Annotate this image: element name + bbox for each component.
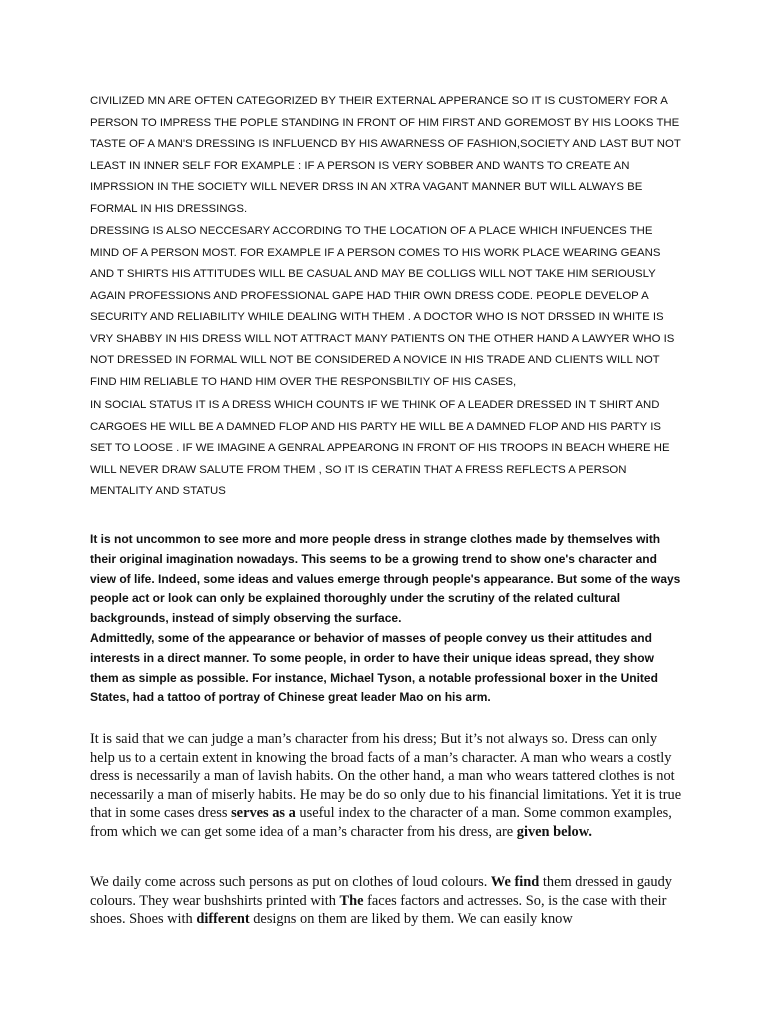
serif-p2-text-4: designs on them are liked by them. We can easily know [249, 911, 573, 928]
serif-section-2 [90, 873, 682, 929]
serif-p2-bold-2: The [339, 892, 364, 909]
serif-p2-bold-3: different [196, 911, 250, 928]
serif-paragraph-2 [90, 873, 682, 929]
serif-p1-text-1: It is said that we can judge a man’s character from his dress; But it’s not always so. Dress can only help us to a certain extent in knowing the broad facts of a man’s character. A man who wears a costly dress is necessarily a man of lavish habits. On the other hand, a man who wears tattered clothes is not necessarily a man of miserly habits. He may be do so only due to his financial limitations. Yet it is true that in some cases dress [90, 731, 682, 822]
serif-paragraph-1 [90, 730, 682, 842]
caps-section-2 [90, 221, 682, 393]
caps-paragraph-1: CIVILIZED MN ARE OFTEN CATEGORIZED BY THEIR EXTERNAL APPERANCE SO IT IS CUSTOMERY FOR A PERSON TO IMPRESS THE POPLE STANDING IN FRONT OF HIM FIRST AND GOREMOST BY HIS LOOKS THE TASTE OF A MAN'S DRESSING IS INFLUENCD BY HIS AWARNESS OF FASHION,SOCIETY AND LAST BUT NOT LEAST IN INNER SELF FOR EXAMPLE : IF A PERSON IS VERY SOBBER AND WANTS TO CREATE AN IMPRSSION IN THE SOCIETY WILL NEVER DRSS IN AN XTRA VAGANT MANNER BUT WILL ALWAYS BE FORMAL IN HIS DRESSINGS. [90, 95, 681, 215]
serif-p2-text-2: them dressed in gaudy colours. They wear bushshirts printed with [90, 874, 672, 909]
serif-section [90, 730, 682, 842]
caps-paragraph-3: IN SOCIAL STATUS IT IS A DRESS WHICH COUNTS IF WE THINK OF A LEADER DRESSED IN T SHIRT AND CARGOES HE WILL BE A DAMNED FLOP AND HIS PARTY HE WILL BE A DAMNED FLOP AND HIS PARTY IS SET TO LOOSE . IF WE IMAGINE A GENRAL APPEARONG IN FRONT OF HIS TROOPS IN BEACH WHERE HE WILL NEVER DRAW SALUTE FROM THEM , SO IT IS CERATIN THAT A FRESS REFLECTS A PERSON MENTALITY AND STATUS [90, 399, 670, 497]
serif-p1-text-2: useful index to the character of a man. Some common examples, from which we can get some idea of a man’s character from his dress, are [90, 805, 672, 840]
serif-p1-bold-2: given below. [516, 823, 592, 840]
caps-section-3 [90, 395, 682, 503]
caps-paragraph-2: DRESSING IS ALSO NECCESARY ACCORDING TO THE LOCATION OF A PLACE WHICH INFUENCES THE MIND OF A PERSON MOST. FOR EXAMPLE IF A PERSON COMES TO HIS WORK PLACE WEARING GEANS AND T SHIRTS HIS ATTITUDES WILL BE CASUAL AND MAY BE COLLIGS WILL NOT TAKE HIM SERIOUSLY AGAIN PROFESSIONS AND PROFESSIONAL GAPE HAD THIR OWN DRESS CODE. PEOPLE DEVELOP A SECURITY AND RELIABILITY WHILE DEALING WITH THEM . A DOCTOR WHO IS NOT DRSSED IN WHITE IS VRY SHABBY IN HIS DRESS WILL NOT ATTRACT MANY PATIENTS ON THE OTHER HAND A LAWYER WHO IS NOT DRESSED IN FORMAL WILL NOT BE CONSIDERED A NOVICE IN HIS TRADE AND CLIENTS WILL NOT FIND HIM RELIABLE TO HAND HIM OVER THE RESPONSBILTIY OF HIS CASES, [90, 225, 675, 388]
bold-paragraph-2: Admittedly, some of the appearance or behavior of masses of people convey us their attitudes and interests in a direct manner. To some people, in order to have their unique ideas spread, they show them as simple as possible. For instance, Michael Tyson, a notable professional boxer in the United States, had a tattoo of portray of Chinese great leader Mao on his arm. [90, 630, 658, 705]
serif-p2-text-1: We daily come across such persons as put on clothes of loud colours. [90, 874, 491, 890]
caps-section [90, 91, 682, 220]
serif-p1-bold-1: serves as a [231, 805, 296, 822]
bold-section [90, 530, 682, 708]
serif-p2-bold-1: We find [490, 874, 540, 890]
serif-p2-text-3: faces factors and actresses. So, is the case with their shoes. Shoes with [90, 892, 667, 928]
bold-paragraph-1: It is not uncommon to see more and more people dress in strange clothes made by themselves with their original imagination nowadays. This seems to be a growing trend to show one's character and view of life. Indeed, some ideas and values emerge through people's appearance. But some of the ways people act or look can only be explained thoroughly under the scrutiny of the related cultural backgrounds, instead of simply observing the surface. [90, 532, 681, 626]
